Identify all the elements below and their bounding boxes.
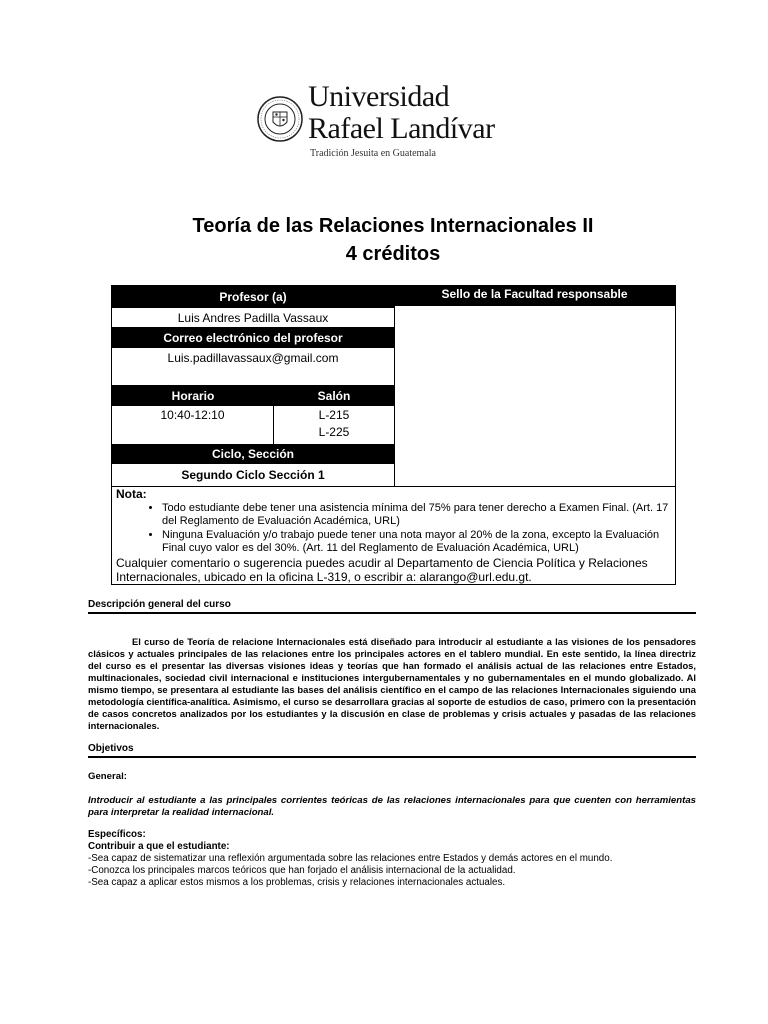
ciclo-value: Segundo Ciclo Sección 1 [181,468,325,482]
horario-value: 10:40-12:10 [112,406,274,444]
university-name-line2: Rafael Landívar [308,112,495,145]
profesor-name: Luis Andres Padilla Vassaux [112,308,394,328]
descripcion-heading: Descripción general del curso [88,599,696,614]
email-header: Correo electrónico del profesor [112,328,394,348]
course-credits: 4 créditos [345,243,441,265]
nota-list [116,502,671,555]
course-title: Teoría de las Relaciones Internacionales II [192,215,594,237]
objetivos-heading: Objetivos [88,743,696,758]
especifico-item: -Sea capaz a aplicar estos mismos a los problemas, crisis y relaciones internacionales actuales. [88,877,506,888]
university-logo [256,78,496,164]
especifico-item: -Sea capaz de sistematizar una reflexión argumentada sobre las relaciones entre Estados y demás actores en el mundo. [88,853,613,864]
sello-header: Sello de la Facultad responsable [394,286,675,306]
especificos-intro: Contribuir a que el estudiante: [88,841,230,852]
descripcion-text: El curso de Teoría de relacione Internacionales está diseñado para introducir al estudiante a las visiones de los pensadores clásicos y actuales principales de las relaciones entre los principales actores en el tablero mundial. En este sentido, la línea directriz del curso es el presentar las diversas visiones ideas y teorías que han formado el análisis actual de las relaciones entre Estados, multinacionales, sociedad civil internacional e instituciones intergubernamentales y no gubernamentales en el mundo globalizado. Al mismo tiempo, se presentara al estudiante las bases del análisis científico en el campo de las relaciones Internacionales siguiendo una metodología científica-analítica. Asimismo, el curso se desarrollara gracias al soporte de estudios de caso, primero con la presentación de casos concretos analizados por los estudiantes y la discusión en clase de problemas y crisis actuales y pasadas de las relaciones internacionales. [88,636,696,731]
nota-item: • Todo estudiante debe tener una asistencia mínima del 75% para tener derecho a Examen Final. (Art. 17 del Reglamento de Evaluación Académica, URL) [162,502,671,528]
especificos-list [88,853,696,889]
nota-title: Nota: [116,487,147,501]
course-info-table [111,285,676,585]
salon-header: Salón [317,389,351,403]
horario-header: Horario [171,389,215,403]
schedule-row [112,406,394,444]
salon-value-2: L-225 [318,425,350,439]
nota-item: • Ninguna Evaluación y/o trabajo puede tener una nota mayor al 20% de la zona, excepto la Evaluación Final cuyo valor es del 30%. (Art. 11 del Reglamento de Evaluación Académica, URL) [162,529,671,555]
profesor-email[interactable]: Luis.padillavassaux@gmail.com [112,348,394,386]
university-seal-icon [256,80,304,158]
ciclo-header: Ciclo, Sección [112,444,394,464]
info-left-column [112,286,395,486]
salon-value-1: L-215 [318,408,350,422]
especifico-item: -Conozca los principales marcos teóricos que han forjado el análisis internacional de la actualidad. [88,865,516,876]
profesor-header: Profesor (a) [112,286,394,308]
nota-footer: Cualquier comentario o sugerencia puedes acudir al Departamento de Ciencia Política y Relaciones Internacionales, ubicado en la oficina L-319, o escribir a: alarango@url.edu.gt. [116,556,648,584]
university-tagline: Tradición Jesuita en Guatemala [310,148,436,159]
sello-column [394,286,675,486]
especificos-label: Específicos: [88,829,146,840]
general-text: Introducir al estudiante a las principales corrientes teóricas de las relaciones internacionales para que cuenten con herramientas para interpretar la realidad internacional. [88,795,696,818]
nota-section [112,486,675,584]
university-name-line1: Universidad [308,80,450,113]
general-label: General: [88,771,127,782]
schedule-header-row [112,386,394,406]
salon-values [274,406,394,444]
